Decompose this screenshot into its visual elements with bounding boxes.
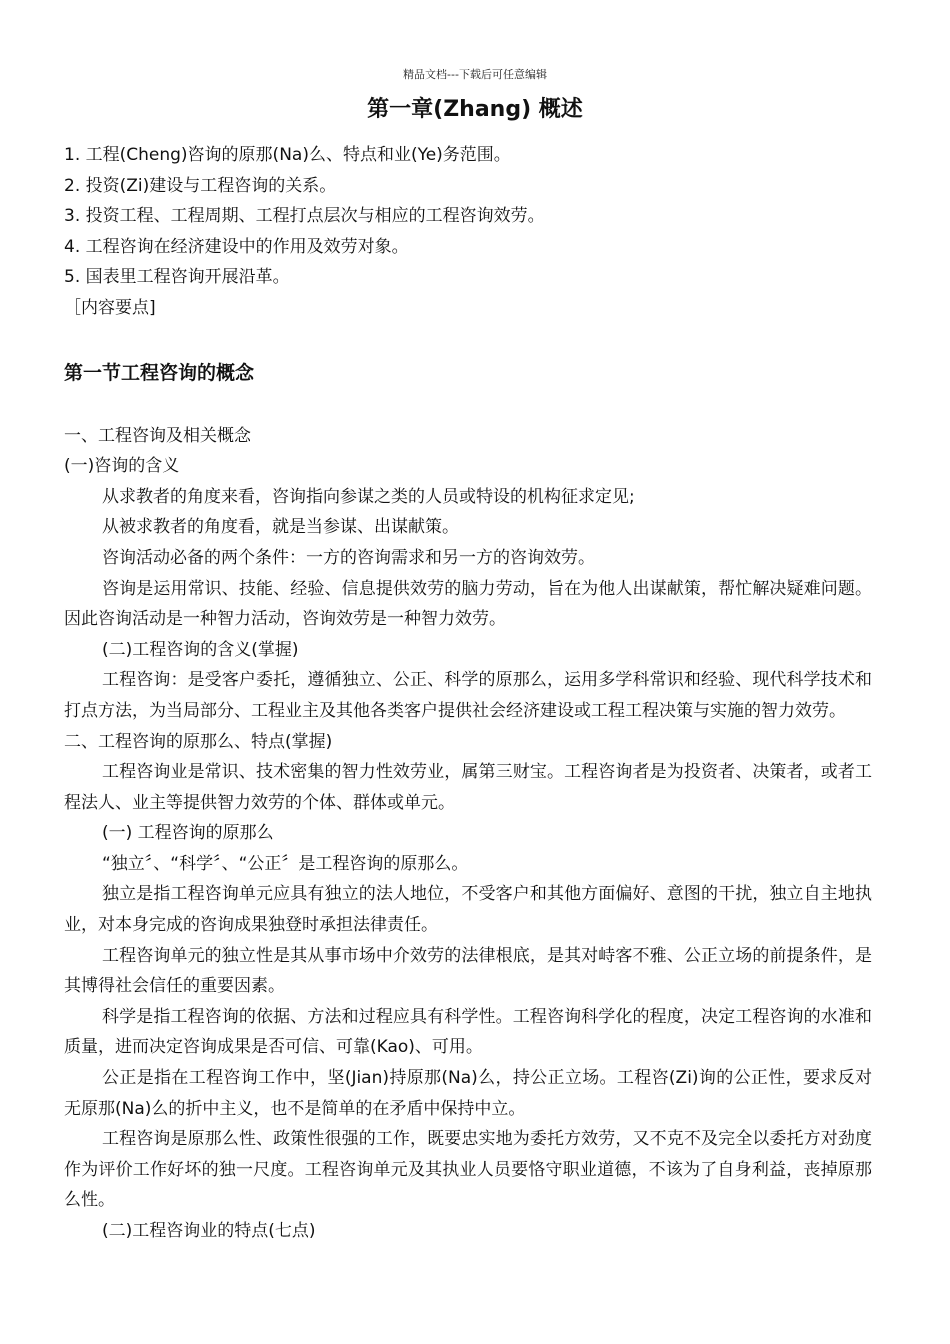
- heading-level2: (二)工程咨询业的特点(七点): [102, 1221, 316, 1241]
- heading-level2: (一)咨询的含义: [64, 456, 180, 477]
- heading-level1: 二、工程咨询的原那么、特点(掌握): [64, 731, 333, 752]
- objective-item: 5. 国表里工程咨询开展沿革。: [64, 267, 290, 288]
- section-title: 第一节工程咨询的概念: [64, 361, 255, 384]
- body-paragraph: 从求教者的角度来看，咨询指向参谋之类的人员或特设的机构征求定见;: [102, 486, 635, 507]
- body-paragraph: 科学是指工程咨询的依据、方法和过程应具有科学性。工程咨询科学化的程度，决定工程咨询的水准和质量，进而决定咨询成果是否可信、可靠(Kao)、可用。: [64, 1006, 872, 1058]
- body-paragraph: 独立是指工程咨询单元应具有独立的法人地位，不受客户和其他方面偏好、意图的干扰，独立自主地执业，对本身完成的咨询成果独登时承担法律责任。: [64, 884, 872, 936]
- key-points-label: ［内容要点]: [64, 297, 156, 318]
- heading-level2: (一) 工程咨询的原那么: [102, 823, 274, 844]
- body-paragraph: 咨询活动必备的两个条件：一方的咨询需求和另一方的咨询效劳。: [102, 547, 595, 568]
- objective-item: 2. 投资(Zi)建设与工程咨询的关系。: [64, 175, 337, 196]
- body-paragraph: 工程咨询业是常识、技术密集的智力性效劳业，属第三财宝。工程咨询者是为投资者、决策者，或者工程法人、业主等提供智力效劳的个体、群体或单元。: [64, 762, 872, 813]
- body-paragraph: 从被求教者的角度看，就是当参谋、出谋献策。: [102, 517, 459, 538]
- chapter-title: 第一章(Zhang) 概述: [367, 97, 583, 122]
- heading-level2: (二)工程咨询的含义(掌握): [102, 639, 299, 660]
- objective-item: 4. 工程咨询在经济建设中的作用及效劳对象。: [64, 236, 409, 257]
- body-paragraph: 公正是指在工程咨询工作中，坚(Jian)持原那(Na)么，持公正立场。工程咨(Zi)询的公正性，要求反对无原那(Na)么的折中主义，也不是简单的在矛盾中保持中立。: [64, 1068, 872, 1119]
- body-paragraph: 工程咨询单元的独立性是其从事市场中介效劳的法律根底，是其对峙客不雅、公正立场的前提条件，是其博得社会信任的重要因素。: [64, 945, 872, 997]
- body-paragraph: 工程咨询：是受客户委托，遵循独立、公正、科学的原那么，运用多学科常识和经验、现代科学技术和打点方法，为当局部分、工程业主及其他各类客户提供社会经济建设或工程工程决策与实施的智力效劳。: [64, 670, 872, 721]
- objective-item: 1. 工程(Cheng)咨询的原那(Na)么、特点和业(Ye)务范围。: [64, 145, 511, 165]
- objective-item: 3. 投资工程、工程周期、工程打点层次与相应的工程咨询效劳。: [64, 206, 545, 227]
- page-header: 精品文档---下载后可任意编辑: [403, 68, 547, 81]
- body-paragraph: 咨询是运用常识、技能、经验、信息提供效劳的脑力劳动，旨在为他人出谋献策，帮忙解决疑难问题。因此咨询活动是一种智力活动，咨询效劳是一种智力效劳。: [64, 578, 872, 630]
- body-paragraph: “独立〞、“科学〞、“公正〞是工程咨询的原那么。: [102, 853, 469, 874]
- body-paragraph: 工程咨询是原那么性、政策性很强的工作，既要忠实地为委托方效劳，又不克不及完全以委托方对劲度作为评价工作好坏的独一尺度。工程咨询单元及其执业人员要恪守职业道德，不该为了自身利益，丧掉原那么性。: [64, 1129, 872, 1211]
- document-body: [64, 140, 872, 1247]
- heading-level1: 一、工程咨询及相关概念: [64, 425, 251, 446]
